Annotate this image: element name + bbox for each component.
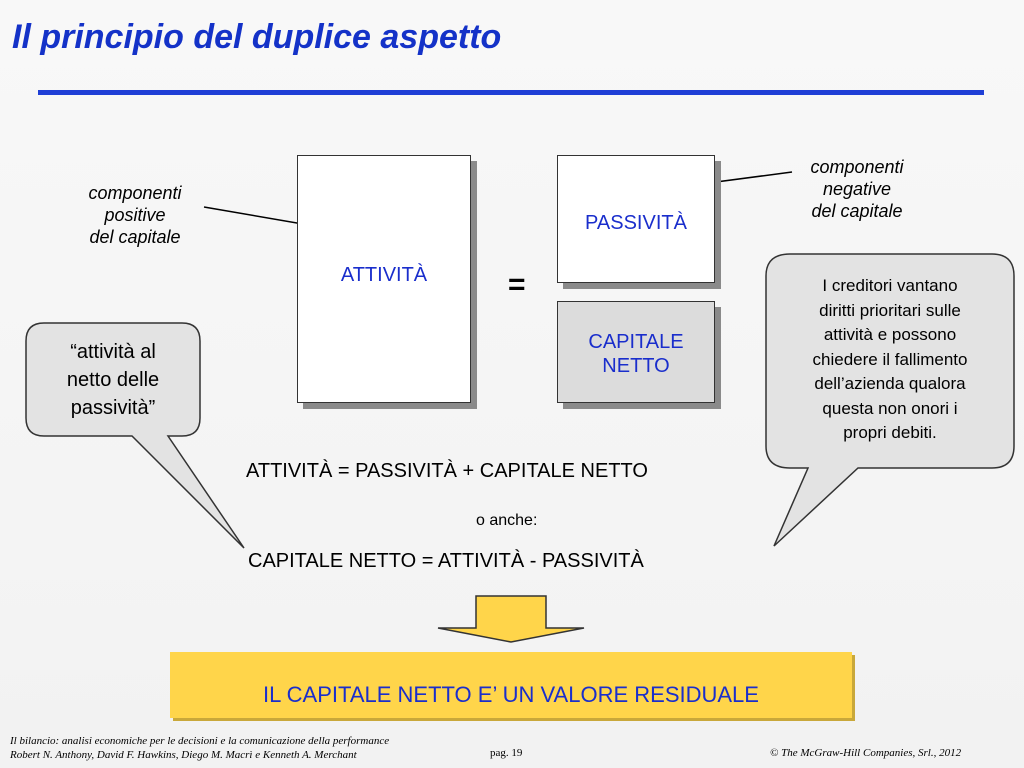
footer-copyright: © The McGraw-Hill Companies, Srl., 2012 <box>770 747 962 759</box>
residual-value-banner <box>170 652 852 718</box>
equals-sign: = <box>508 268 526 301</box>
right-bubble-line7: propri debiti. <box>843 423 937 442</box>
left-bubble-line2: netto delle <box>66 369 160 391</box>
negative-caption-line3: del capitale <box>811 201 903 221</box>
negative-caption-line2: negative <box>822 179 892 199</box>
equation-second: CAPITALE NETTO = ATTIVITÀ - PASSIVITÀ <box>248 550 644 572</box>
capitale-label-line2: NETTO <box>602 355 670 377</box>
passivita-label: PASSIVITÀ <box>585 212 687 234</box>
negative-caption <box>790 156 924 222</box>
footer-book-title: Il bilancio: analisi economiche per le decisioni e la comunicazione della performance <box>10 735 390 747</box>
right-bubble-line3: attività e possono <box>823 325 957 344</box>
right-bubble-text <box>770 274 1010 446</box>
negative-caption-line1: componenti <box>810 157 904 177</box>
footer-authors: Robert N. Anthony, David F. Hawkins, Diego M. Macrì e Kenneth A. Merchant <box>10 749 357 761</box>
right-bubble-line4: chiedere il fallimento <box>812 349 968 369</box>
positive-caption <box>68 182 202 248</box>
slide-title: Il principio del duplice aspetto <box>12 18 502 56</box>
positive-caption-line3: del capitale <box>89 227 181 247</box>
left-bubble-text <box>30 338 196 422</box>
equation-connector: o anche: <box>476 512 538 529</box>
left-bubble-line3: passività” <box>70 397 156 419</box>
right-bubble-line5: dell’azienda qualora <box>814 374 966 393</box>
passivita-box <box>557 155 715 283</box>
left-bubble-line1: “attività al <box>70 341 156 363</box>
capitale-netto-label <box>558 330 714 378</box>
attivita-label: ATTIVITÀ <box>340 264 428 286</box>
positive-caption-line2: positive <box>104 205 166 225</box>
right-bubble-line2: diritti prioritari sulle <box>819 300 961 320</box>
page-label: pag. <box>490 747 509 759</box>
right-bubble-line6: questa non onori i <box>822 398 958 418</box>
page-number: 19 <box>511 747 523 759</box>
banner-text: IL CAPITALE NETTO E’ UN VALORE RESIDUALE <box>263 682 759 707</box>
footer-page <box>490 747 522 759</box>
capitale-netto-box <box>557 301 715 403</box>
positive-caption-line1: componenti <box>88 183 182 203</box>
capitale-label-line1: CAPITALE <box>588 331 684 353</box>
right-bubble-line1: I creditori vantano <box>822 276 958 295</box>
down-arrow <box>438 596 584 642</box>
equation-first: ATTIVITÀ = PASSIVITÀ + CAPITALE NETTO <box>246 460 648 482</box>
attivita-box <box>297 155 471 403</box>
